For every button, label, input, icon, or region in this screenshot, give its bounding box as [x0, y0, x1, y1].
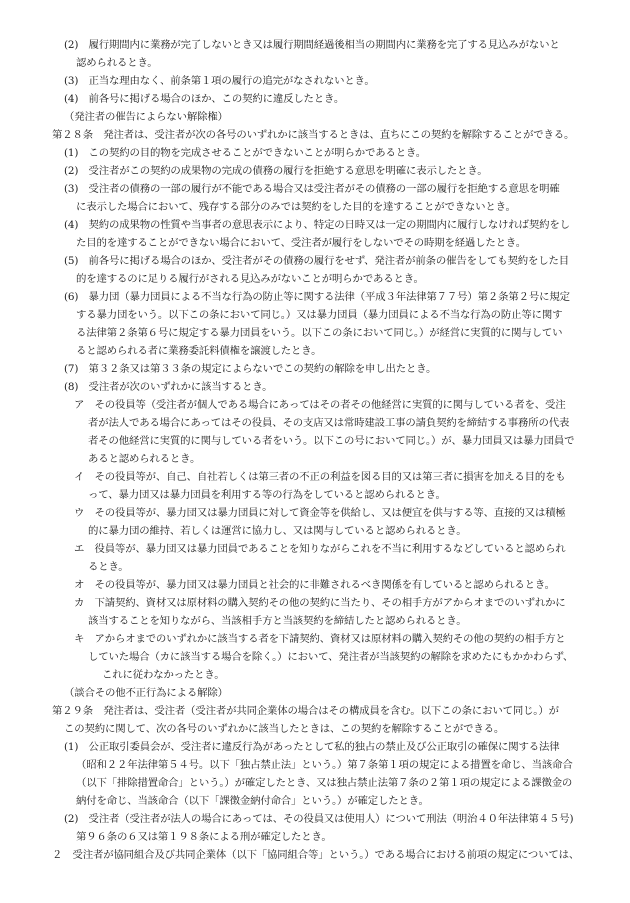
text-line: (7) 第３２条又は第３３条の規定によらないでこの契約の解除を申し出たとき。	[64, 363, 437, 375]
article-heading: 第２８条 発注者は、受注者が次の各号のいずれかに該当するときは、直ちにこの契約を解除することができる。	[52, 129, 575, 141]
text-line: (8) 受注者が次のいずれかに該当するとき。	[64, 381, 273, 393]
text-line: (5) 前各号に掲げる場合のほか、受注者がその債務の履行をせず、発注者が前条の催告をしても契約をした目	[64, 255, 569, 267]
article-heading: 第２９条 発注者は、受注者（受注者が共同企業体の場合はその構成員を含む。以下この条において同じ。）が	[52, 705, 559, 717]
text-line: (2) 受注者（受注者が法人の場合にあっては、その役員又は使用人）について刑法（明治４０年法律第４５号)	[64, 813, 574, 825]
text-line: キ アからオまでのいずれかに該当する者を下請契約、資材又は原材料の購入契約その他の契約の相手方と	[74, 633, 566, 645]
text-line: (1) 公正取引委員会が、受注者に違反行為があったとして私的独占の禁止及び公正取引の確保に関する法律	[64, 741, 560, 753]
text-line: ウ その役員等が、暴力団又は暴力団員に対して資金等を供給し、又は便宜を供与する等、直接的又は積極	[74, 507, 566, 519]
text-line: ア その役員等（受注者が個人である場合にあってはその者その他経営に実質的に関与している者を、受注	[74, 399, 566, 411]
text-line: (2) 受注者がこの契約の成果物の完成の債務の履行を拒絶する意思を明確に表示したとき。	[64, 165, 488, 177]
text-line: オ その役員等が、暴力団又は暴力団員と社会的に非難されるべき関係を有していると認められるとき。	[74, 579, 555, 591]
text-line: カ 下請契約、資材又は原材料の購入契約その他の契約に当たり、その相手方がアからオまでのいずれかに	[74, 597, 566, 609]
section-heading: （発注者の催告によらない解除権）	[64, 111, 228, 123]
text-line: する暴力団をいう。以下この条において同じ。）又は暴力団員（暴力団員による不当な行為の防止等に関す	[76, 309, 563, 321]
text-line: 者が法人である場合にあってはその役員、その支店又は常時建設工事の請負契約を締結する事務所の代表	[88, 417, 570, 429]
text-line: 者その他経営に実質的に関与している者をいう。以下この号において同じ。）が、暴力団員又は暴力団員で	[88, 435, 575, 447]
text-line: 納付を命じ、当該命合（以下「課徴金納付命合」という。）が確定したとき。	[76, 795, 429, 807]
text-line: (1) この契約の目的物を完成させることができないことが明らかであるとき。	[64, 147, 427, 159]
section-heading: （談合その他不正行為による解除）	[64, 687, 228, 699]
text-line: (4) 前各号に掲げる場合のほか、この契約に違反したとき。	[64, 93, 345, 105]
text-line: していた場合（カに該当する場合を除く。）において、発注者が当該契約の解除を求めたにもかかわらず、	[88, 651, 574, 663]
text-line: エ 役員等が、暴力団又は暴力団員であることを知りながらこれを不当に利用するなどしていると認められ	[74, 543, 566, 555]
text-line: (3) 受注者の債務の一部の履行が不能である場合又は受注者がその債務の一部の履行を拒絶する意思を明確	[64, 183, 560, 195]
text-line: （以下「排除措置命合」という。）が確定したとき、又は独占禁止法第７条の２第１項の規定による課徴金の	[76, 777, 573, 789]
text-line: 第９６条の６又は第１９８条による刑が確定したとき。	[76, 831, 332, 843]
text-line: あると認められるとき。	[88, 453, 201, 465]
text-line: た目的を達することができない場合において、受注者が履行をしないでその時期を経過したとき。	[76, 237, 526, 249]
text-line: る法律第２条第６号に規定する暴力団員をいう。以下この条において同じ。）が経営に実質的に関与してい	[76, 327, 563, 339]
text-line: (3) 正当な理由なく、前条第１項の履行の追完がなされないとき。	[64, 75, 375, 87]
text-line: (2) 履行期間内に業務が完了しないとき又は履行期間経過後相当の期間内に業務を完了する見込みがないと	[64, 39, 560, 51]
text-line: イ その役員等が、自己、自社若しくは第三者の不正の利益を図る目的又は第三者に損害を加える目的をも	[74, 471, 566, 483]
text-line: ると認められる者に業務委託料債権を譲渡したとき。	[76, 345, 322, 357]
text-line: 的に暴力団の維持、若しくは運営に協力し、又は関与していると認められるとき。	[88, 525, 467, 537]
text-line: 認められるとき。	[76, 57, 158, 69]
text-line: に表示した場合において、残存する部分のみでは契約をした目的を達することができないとき。	[76, 201, 516, 213]
text-line: これに従わなかったとき。	[102, 669, 225, 681]
text-line: この契約に関して、次の各号のいずれかに該当したときは、この契約を解除することができる。	[64, 723, 505, 735]
text-line: るとき。	[88, 561, 129, 573]
text-line: （昭和２２年法律第５４号。以下「独占禁止法」という。）第７条第１項の規定による措置を命じ、当該命合	[76, 759, 573, 771]
text-line: (4) 契約の成果物の性質や当事者の意思表示により、特定の日時又は一定の期間内に履行しなければ契約をし	[64, 219, 570, 231]
text-line: (6) 暴力団（暴力団員による不当な行為の防止等に関する法律（平成３年法律第７７号）第２条第２号に規定	[64, 291, 570, 303]
text-line: 該当することを知りながら、当該相手方と当該契約を締結したと認められるとき。	[88, 615, 467, 627]
paragraph-line: ２ 受注者が協同組合及び共同企業体（以下「協同組合等」という。）である場合における前項の規定については、	[52, 849, 580, 861]
text-line: って、暴力団又は暴力団員を利用する等の行為をしていると認められるとき。	[88, 489, 446, 501]
text-line: 的を達するのに足りる履行がされる見込みがないことが明らかであるとき。	[76, 273, 424, 285]
